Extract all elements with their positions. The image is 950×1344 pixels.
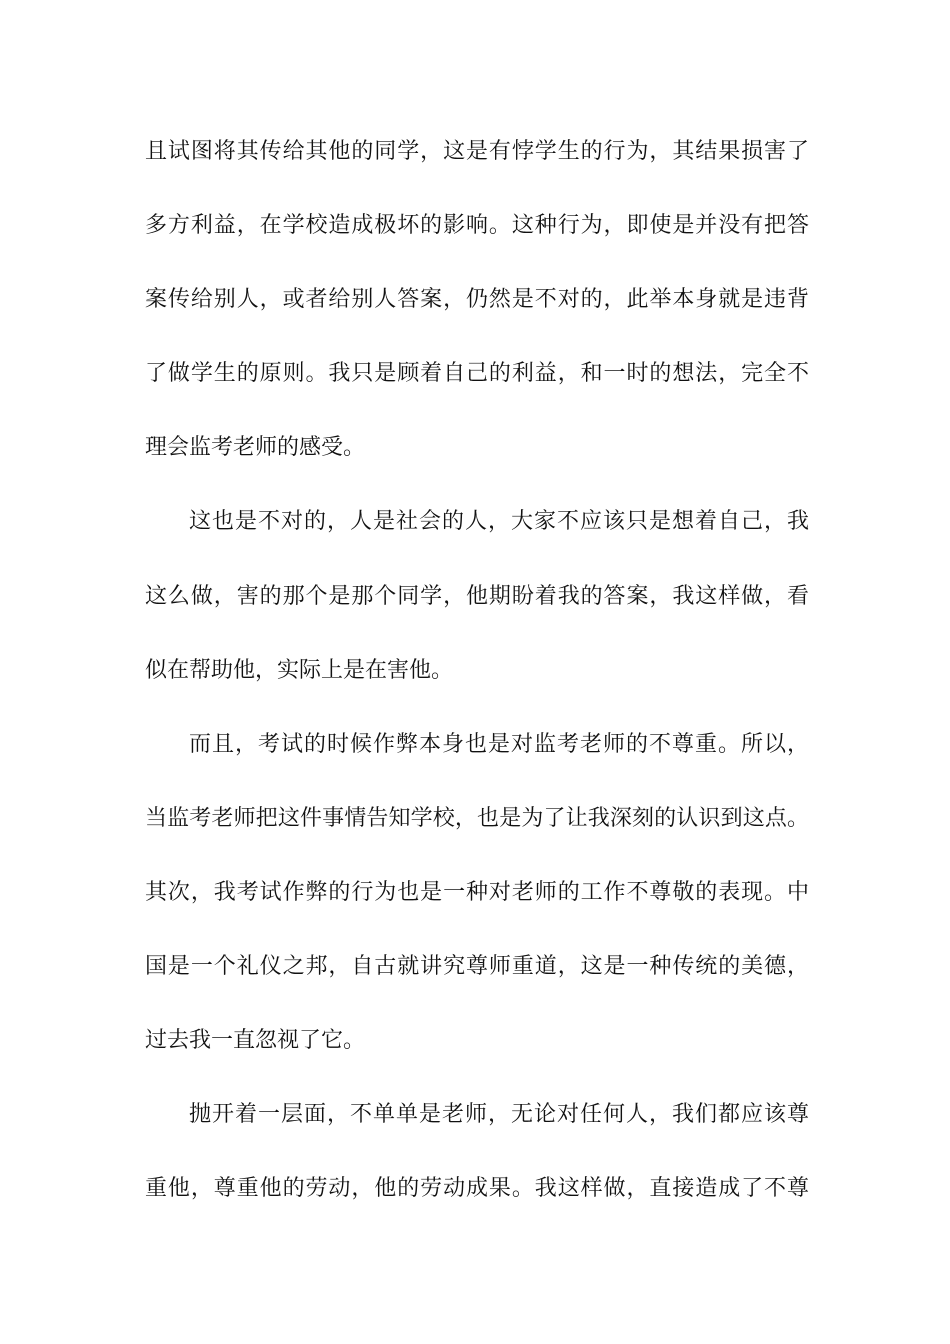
text-line: 多方利益，在学校造成极坏的影响。这种行为，即使是并没有把答 bbox=[145, 213, 809, 238]
text-line: 这也是不对的，人是社会的人，大家不应该只是想着自己，我 bbox=[189, 509, 809, 534]
text-line: 过去我一直忽视了它。 bbox=[145, 1028, 366, 1053]
text-line: 理会监考老师的感受。 bbox=[145, 435, 366, 460]
text-line: 抛开着一层面，不单单是老师，无论对任何人，我们都应该尊 bbox=[189, 1102, 809, 1127]
text-line: 了做学生的原则。我只是顾着自己的利益，和一时的想法，完全不 bbox=[145, 361, 809, 386]
text-line: 似在帮助他，实际上是在害他。 bbox=[145, 658, 454, 683]
text-line: 当监考老师把这件事情告知学校，也是为了让我深刻的认识到这点。 bbox=[145, 806, 809, 831]
text-line: 重他，尊重他的劳动，他的劳动成果。我这样做，直接造成了不尊 bbox=[145, 1176, 809, 1201]
text-line: 且试图将其传给其他的同学，这是有悖学生的行为，其结果损害了 bbox=[145, 139, 809, 164]
text-line: 而且，考试的时候作弊本身也是对监考老师的不尊重。所以， bbox=[189, 732, 809, 757]
text-line: 案传给别人，或者给别人答案，仍然是不对的，此举本身就是违背 bbox=[145, 287, 809, 312]
text-line: 这么做，害的那个是那个同学，他期盼着我的答案，我这样做，看 bbox=[145, 584, 809, 609]
text-line: 其次，我考试作弊的行为也是一种对老师的工作不尊敬的表现。中 bbox=[145, 880, 809, 905]
text-line: 国是一个礼仪之邦，自古就讲究尊师重道，这是一种传统的美德， bbox=[145, 954, 809, 979]
